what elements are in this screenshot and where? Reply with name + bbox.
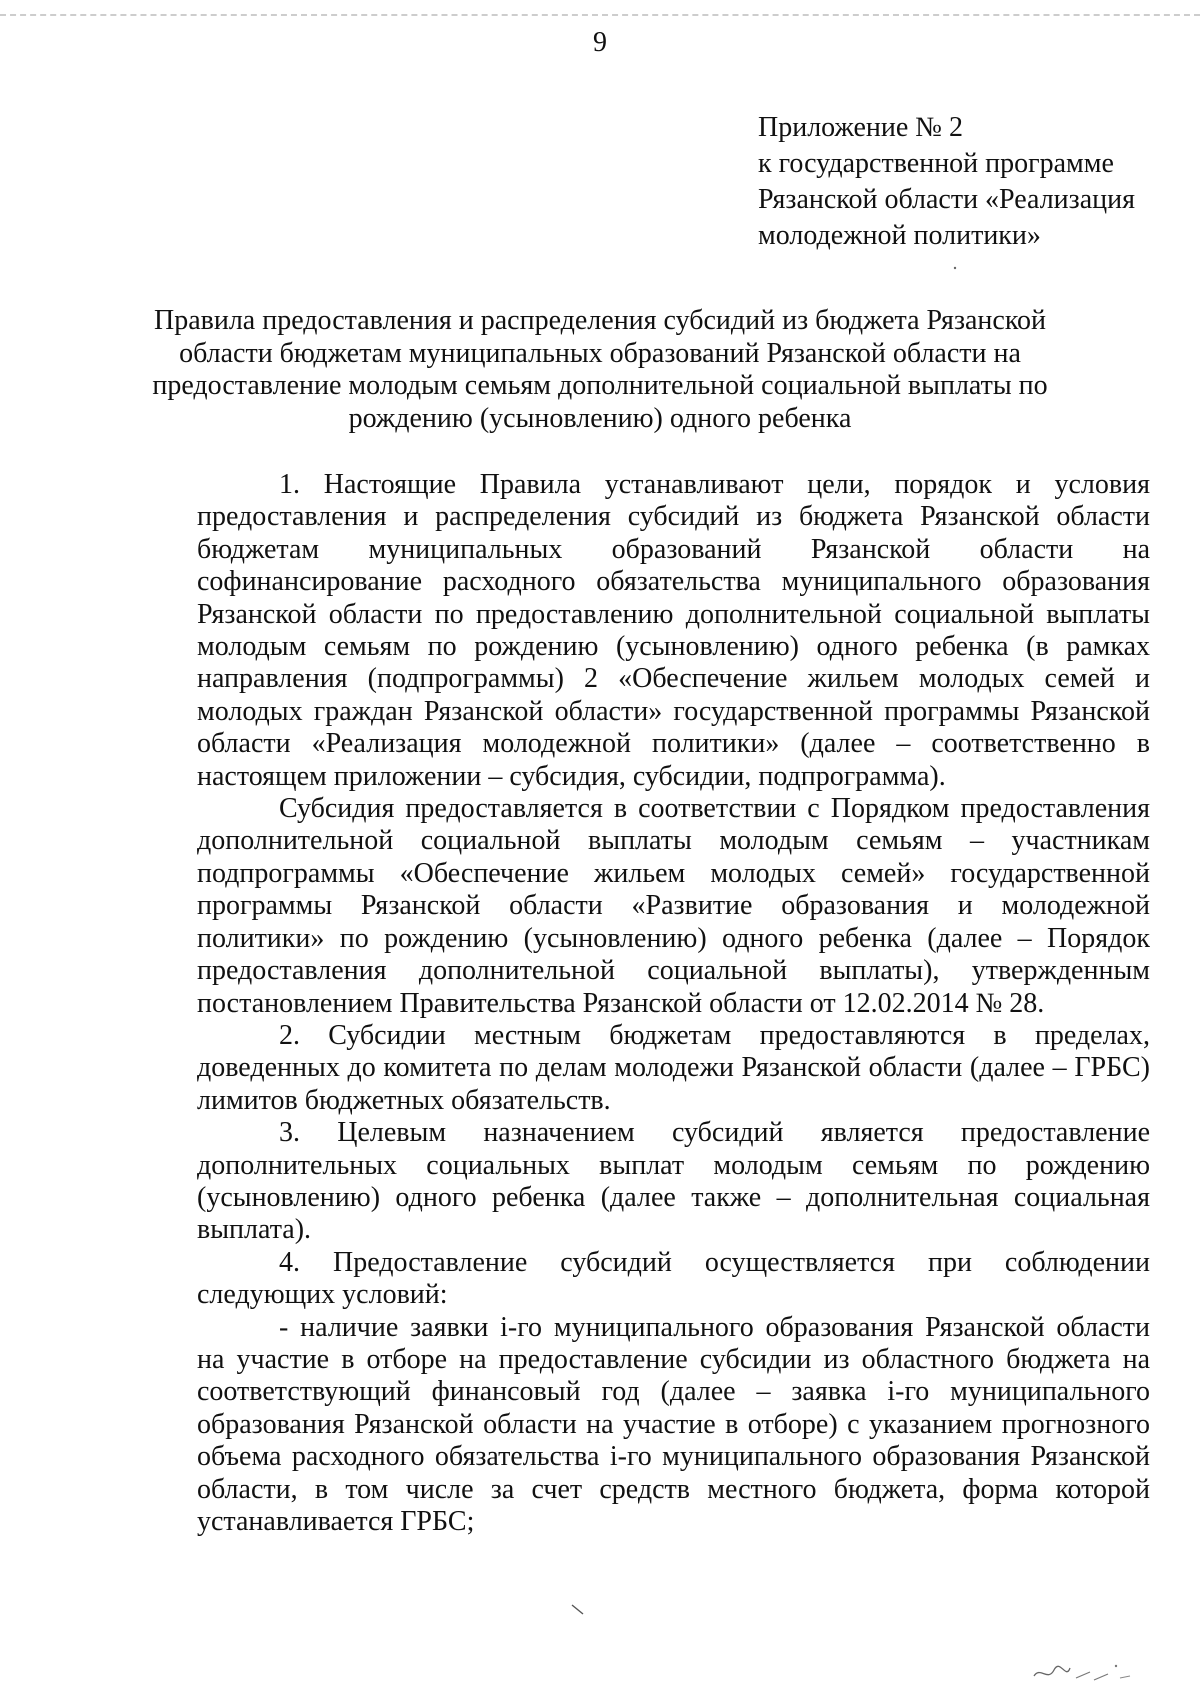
paragraph-4: 4. Предоставление субсидий осуществляется при соблюдении следующих условий: — [197, 1246, 1150, 1311]
document-title: Правила предоставления и распределения субсидий из бюджета Рязанской области бюджетам муниципальных образований Рязанской области на предоставление молодым семьям дополнительной социальной выплаты по рождению (усыновлению) одного ребенка — [152, 305, 1048, 434]
paragraph-subsidy-basis: Субсидия предоставляется в соответствии с Порядком предоставления дополнительной социальной выплаты молодым семьям – участникам подпрограммы «Обеспечение жильем молодых семей» государственной программы Рязанской области «Развитие образования и молодежной политики» по рождению (усыновлению) одного ребенка (далее – Порядок предоставления дополнительной социальной выплаты), утвержденным постановлением Правительства Рязанской области от 12.02.2014 № 28. — [197, 793, 1150, 1019]
paragraph-3: 3. Целевым назначением субсидий является предоставление дополнительных социальных выплат молодым семьям по рождению (усыновлению) одного ребенка (далее также – дополнительная социальная выплата). — [197, 1117, 1150, 1246]
appendix-line: Рязанской области «Реализация — [758, 184, 1135, 215]
scan-speck — [570, 1602, 586, 1621]
scan-edge-artifact — [0, 14, 1200, 16]
paragraph-1: 1. Настоящие Правила устанавливают цели, порядок и условия предоставления и распределения субсидий из бюджета Рязанской области бюджетам муниципальных образований Рязанской области на софинансирование расходного обязательства муниципального образования Рязанской области по предоставлению дополнительной социальной выплаты молодым семьям по рождению (усыновлению) одного ребенка (в рамках направления (подпрограммы) 2 «Обеспечение жильем молодых семей и молодых граждан Рязанской области» государственной программы Рязанской области «Реализация молодежной политики» (далее – соответственно в настоящем приложении – субсидия, субсидии, подпрограмма). — [197, 469, 1150, 792]
appendix-header — [758, 110, 1178, 254]
paragraph-2: 2. Субсидии местным бюджетам предоставляются в пределах, доведенных до комитета по делам молодежи Рязанской области (далее – ГРБС) лимитов бюджетных обязательств. — [197, 1019, 1150, 1116]
document-body — [197, 469, 1150, 1538]
appendix-line: к государственной программе — [758, 148, 1114, 179]
handwritten-mark — [1030, 1656, 1150, 1697]
page-number: 9 — [593, 27, 607, 58]
paragraph-condition-1: - наличие заявки i-го муниципального образования Рязанской области на участие в отборе на предоставление субсидии из областного бюджета на соответствующий финансовый год (далее – заявка i-го муниципального образования Рязанской области на участие в отборе) с указанием прогнозного объема расходного обязательства i-го муниципального образования Рязанской области, в том числе за счет средств местного бюджета, форма которой устанавливается ГРБС; — [197, 1311, 1150, 1537]
appendix-line: молодежной политики» — [758, 220, 1041, 251]
scan-speck — [952, 258, 958, 276]
appendix-line: Приложение № 2 — [758, 112, 963, 143]
